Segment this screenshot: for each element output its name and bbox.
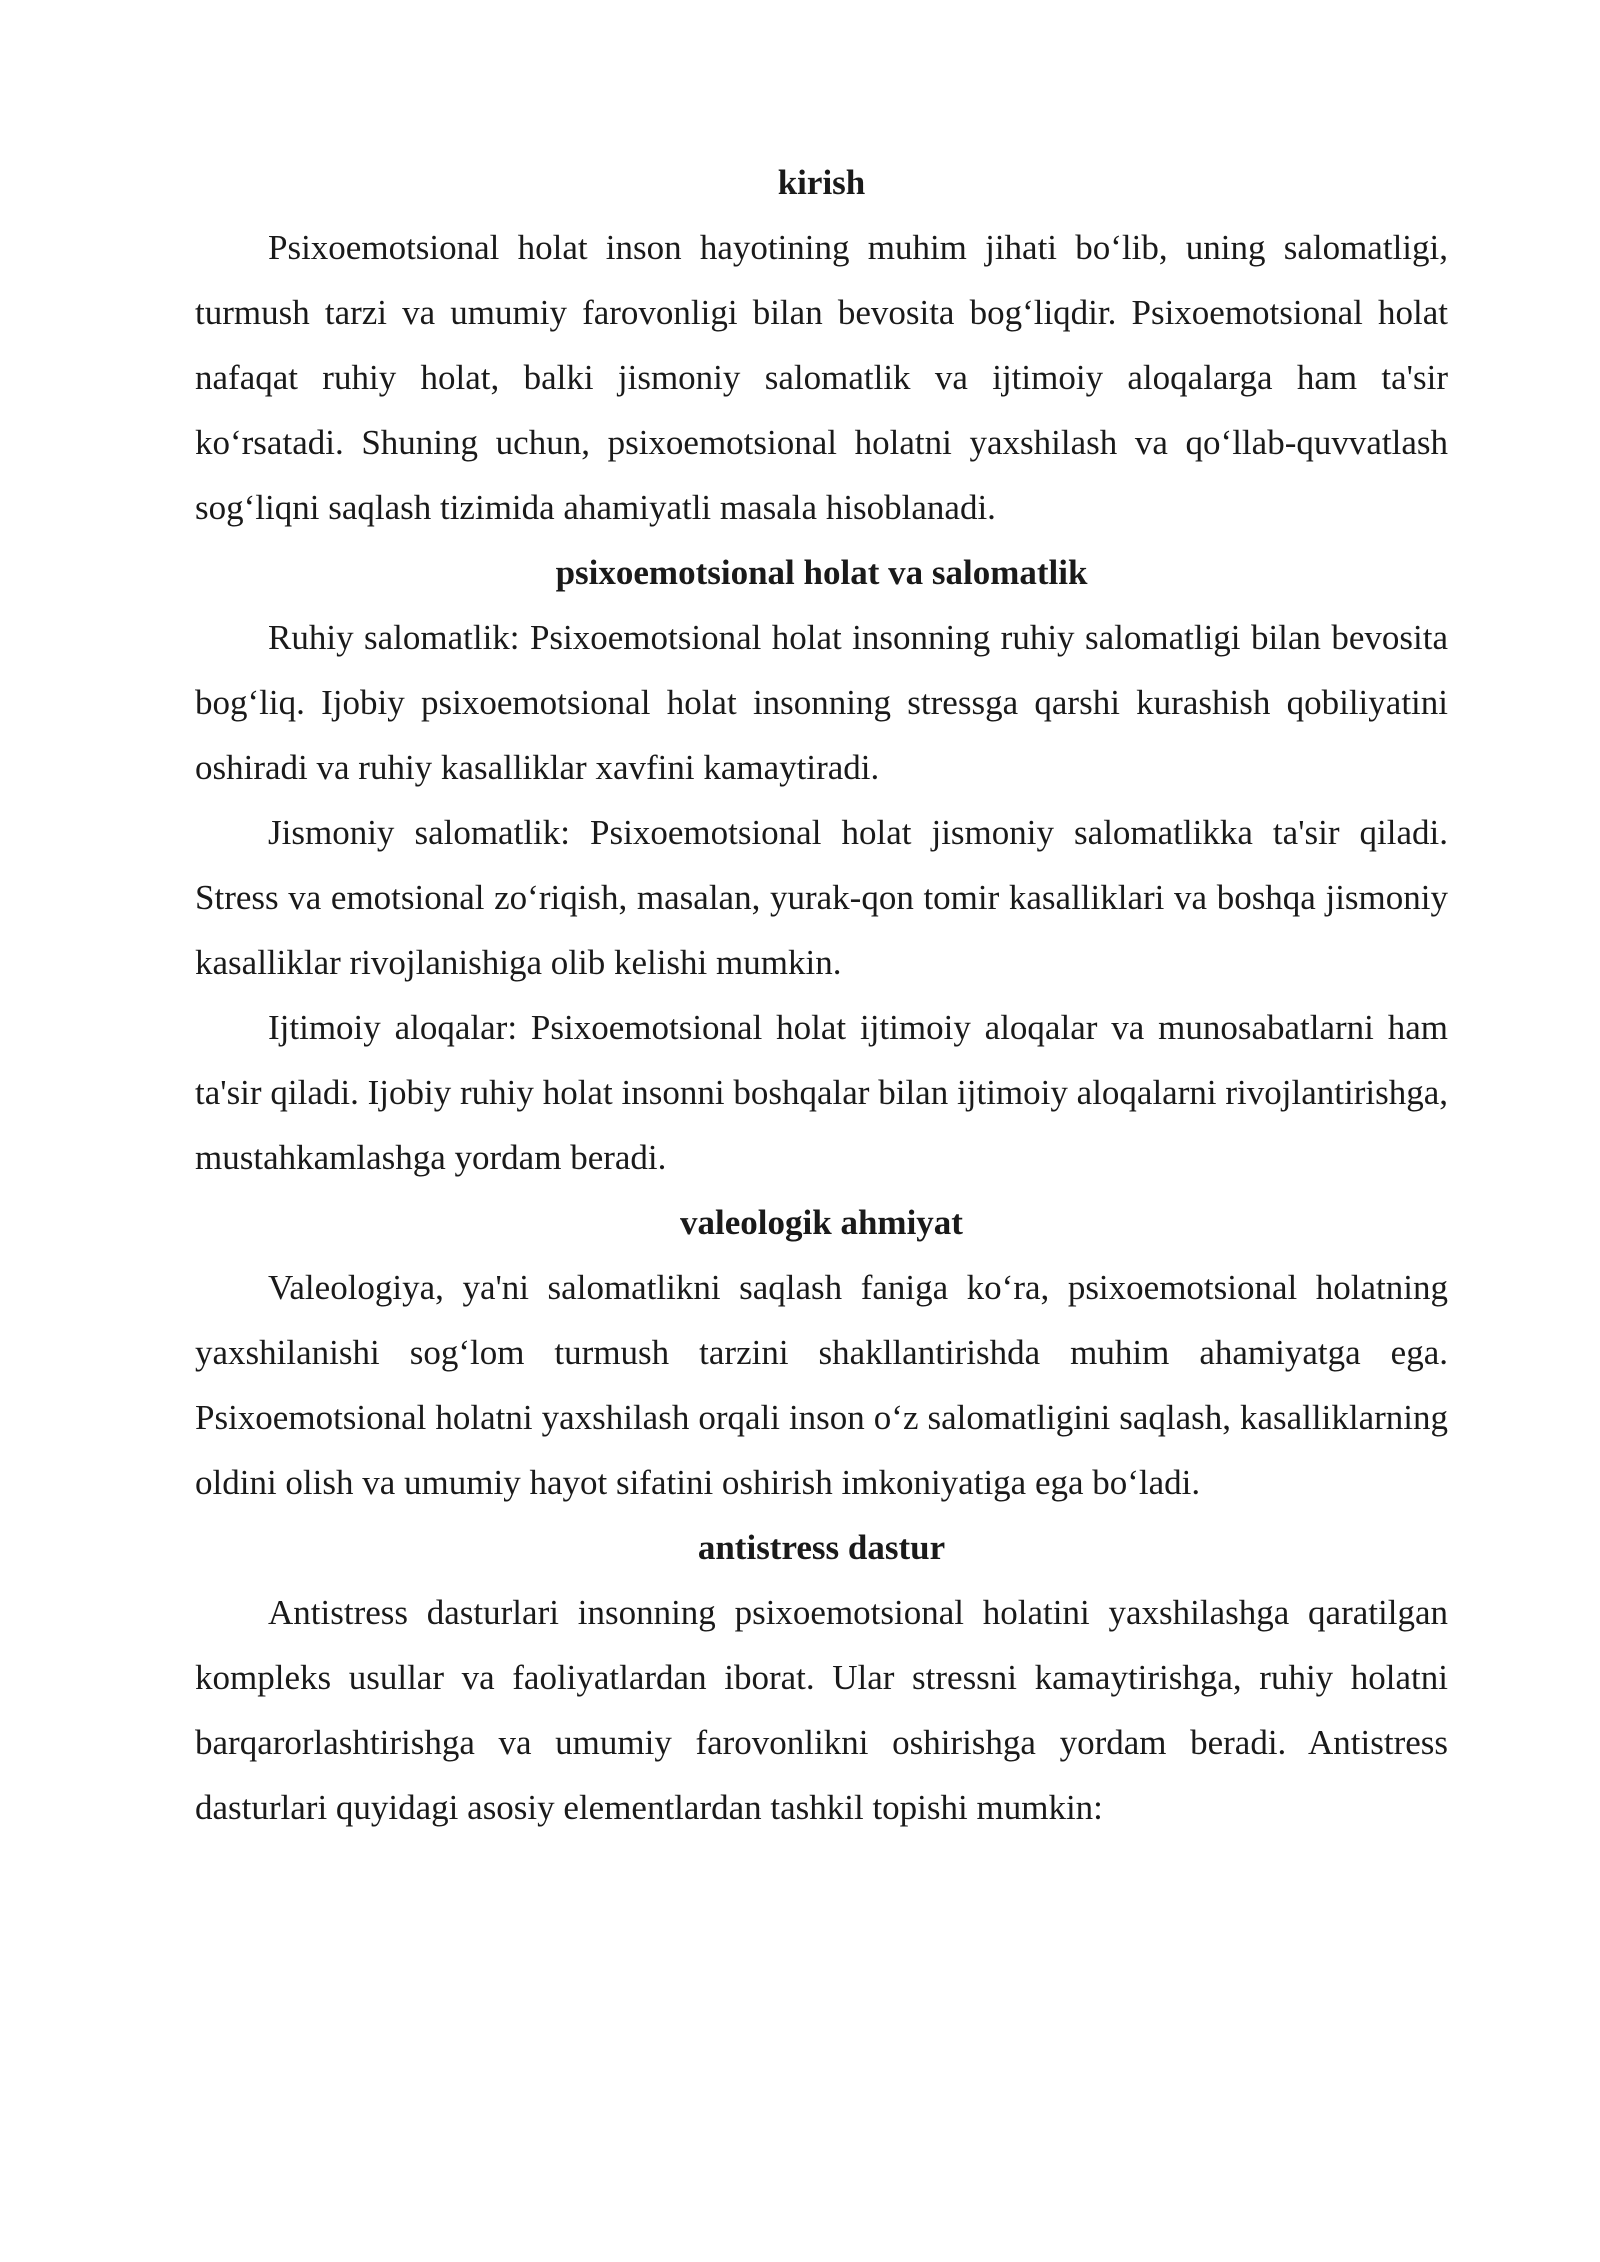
section-heading-kirish: kirish <box>777 163 866 202</box>
document-page <box>195 150 1448 1840</box>
section-heading-valeologik-ahmiyat: valeologik ahmiyat <box>680 1203 963 1242</box>
paragraph-jismoniy-salomatlik: Jismoniy salomatlik: Psixoemotsional holat jismoniy salomatlikka ta'sir qiladi. Stress va emotsional zo‘riqish, masalan, yurak-qon tomir kasalliklari va boshqa jismoniy kasalliklar rivojlanishiga olib kelishi mumkin. <box>195 813 1448 982</box>
paragraph-valeologiya: Valeologiya, ya'ni salomatlikni saqlash faniga ko‘ra, psixoemotsional holatning yaxshilanishi sog‘lom turmush tarzini shakllantirishda muhim ahamiyatga ega. Psixoemotsional holatni yaxshilash orqali inson o‘z salomatligini saqlash, kasalliklarning oldini olish va umumiy hayot sifatini oshirish imkoniyatiga ega bo‘ladi. <box>195 1268 1448 1502</box>
paragraph-antistress: Antistress dasturlari insonning psixoemotsional holatini yaxshilashga qaratilgan kompleks usullar va faoliyatlardan iborat. Ular stressni kamaytirishga, ruhiy holatni barqarorlashtirishga va umumiy farovonlikni oshirishga yordam beradi. Antistress dasturlari quyidagi asosiy elementlardan tashkil topishi mumkin: <box>195 1593 1448 1827</box>
section-heading-antistress-dastur: antistress dastur <box>697 1528 946 1567</box>
paragraph-ijtimoiy-aloqalar: Ijtimoiy aloqalar: Psixoemotsional holat ijtimoiy aloqalar va munosabatlarni ham ta'sir qiladi. Ijobiy ruhiy holat insonni boshqalar bilan ijtimoiy aloqalarni rivojlantirishga, mustahkamlashga yordam beradi. <box>195 1008 1448 1177</box>
section-heading-psixoemotsional-holat: psixoemotsional holat va salomatlik <box>555 553 1088 592</box>
paragraph-kirish-intro: Psixoemotsional holat inson hayotining muhim jihati bo‘lib, uning salomatligi, turmush tarzi va umumiy farovonligi bilan bevosita bog‘liqdir. Psixoemotsional holat nafaqat ruhiy holat, balki jismoniy salomatlik va ijtimoiy aloqalarga ham ta'sir ko‘rsatadi. Shuning uchun, psixoemotsional holatni yaxshilash va qo‘llab-quvvatlash sog‘liqni saqlash tizimida ahamiyatli masala hisoblanadi. <box>195 228 1448 527</box>
paragraph-ruhiy-salomatlik: Ruhiy salomatlik: Psixoemotsional holat insonning ruhiy salomatligi bilan bevosita bog‘liq. Ijobiy psixoemotsional holat insonning stressga qarshi kurashish qobiliyatini oshiradi va ruhiy kasalliklar xavfini kamaytiradi. <box>195 618 1448 787</box>
